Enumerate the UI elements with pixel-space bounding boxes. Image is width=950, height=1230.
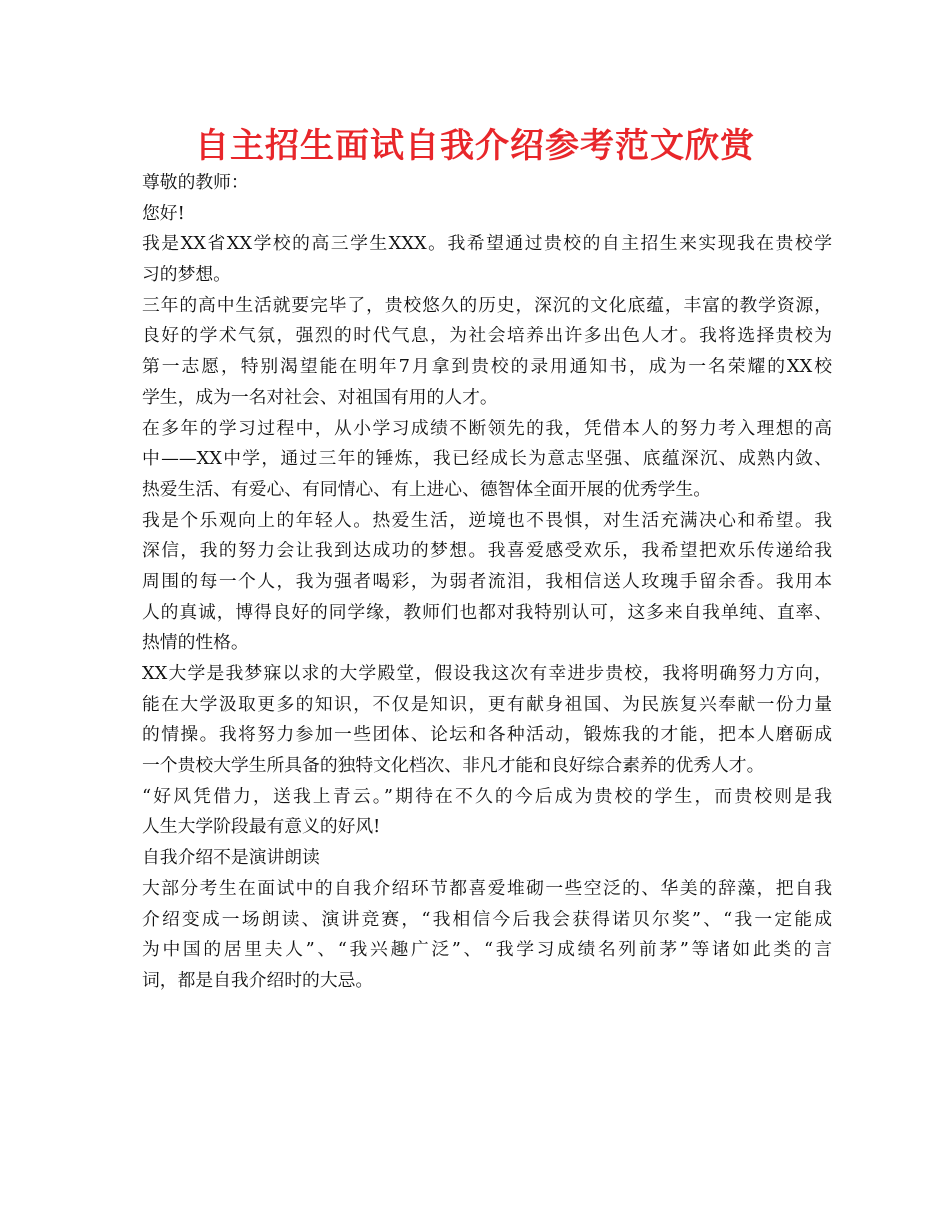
text-line: 热爱生活、有爱心、有同情心、有上进心、德智体全面开展的优秀学生。 — [142, 478, 712, 500]
text-line: 良好的学术气氛，强烈的时代气息，为社会培养出许多出色人才。我将选择贵校为 — [142, 325, 832, 347]
text-line: 介绍变成一场朗读、演讲竞赛，“我相信今后我会获得诺贝尔奖”、“我一定能成 — [142, 908, 832, 930]
text-line: 的情操。我将努力参加一些团体、论坛和各种活动，锻炼我的才能，把本人磨砺成 — [142, 724, 832, 746]
text-line: 学生，成为一名对社会、对祖国有用的人才。 — [142, 386, 498, 408]
text-line: 人生大学阶段最有意义的好风! — [142, 816, 381, 838]
text-line: 大部分考生在面试中的自我介绍环节都喜爱堆砌一些空泛的、华美的辞藻，把自我 — [142, 877, 832, 899]
document-title: 自主招生面试自我介绍参考范文欣赏 — [195, 126, 755, 166]
text-line: 习的梦想。 — [142, 264, 231, 286]
text-line: 一个贵校大学生所具备的独特文化档次、非凡才能和良好综合素养的优秀人才。 — [142, 755, 765, 777]
text-line: 中——XX中学，通过三年的锤炼，我已经成长为意志坚强、底蕴深沉、成熟内敛、 — [142, 448, 832, 470]
text-line: 三年的高中生活就要完毕了，贵校悠久的历史，深沉的文化底蕴，丰富的教学资源， — [142, 294, 832, 316]
text-line: 尊敬的教师： — [142, 172, 249, 193]
text-line: 深信，我的努力会让我到达成功的梦想。我喜爱感受欢乐，我希望把欢乐传递给我 — [142, 540, 832, 562]
text-line: 为中国的居里夫人”、“我兴趣广泛”、“我学习成绩名列前茅”等诸如此类的言 — [142, 939, 832, 961]
text-line: XX大学是我梦寐以求的大学殿堂，假设我这次有幸进步贵校，我将明确努力方向， — [142, 663, 832, 684]
document-body — [142, 168, 832, 997]
text-line: 能在大学汲取更多的知识，不仅是知识，更有献身祖国、为民族复兴奉献一份力量 — [142, 693, 832, 715]
text-line: 我是XX省XX学校的高三学生XXX。我希望通过贵校的自主招生来实现我在贵校学 — [142, 233, 832, 255]
text-line: 第一志愿，特别渴望能在明年7月拿到贵校的录用通知书，成为一名荣耀的XX校 — [142, 356, 832, 378]
text-line: 自我介绍不是演讲朗读 — [142, 847, 320, 869]
text-line: 周围的每一个人，我为强者喝彩，为弱者流泪，我相信送人玫瑰手留余香。我用本 — [142, 570, 832, 592]
text-line: 词，都是自我介绍时的大忌。 — [142, 969, 374, 991]
text-line: 我是个乐观向上的年轻人。热爱生活，逆境也不畏惧，对生活充满决心和希望。我 — [142, 509, 832, 531]
text-line: 热情的性格。 — [142, 632, 249, 654]
text-line: 在多年的学习过程中，从小学习成绩不断领先的我，凭借本人的努力考入理想的高 — [142, 417, 832, 439]
text-line: 人的真诚，博得良好的同学缘，教师们也都对我特别认可，这多来自我单纯、直率、 — [142, 601, 832, 623]
text-line: 您好! — [142, 202, 185, 224]
text-line: “好风凭借力，送我上青云。”期待在不久的今后成为贵校的学生，而贵校则是我 — [142, 785, 832, 807]
